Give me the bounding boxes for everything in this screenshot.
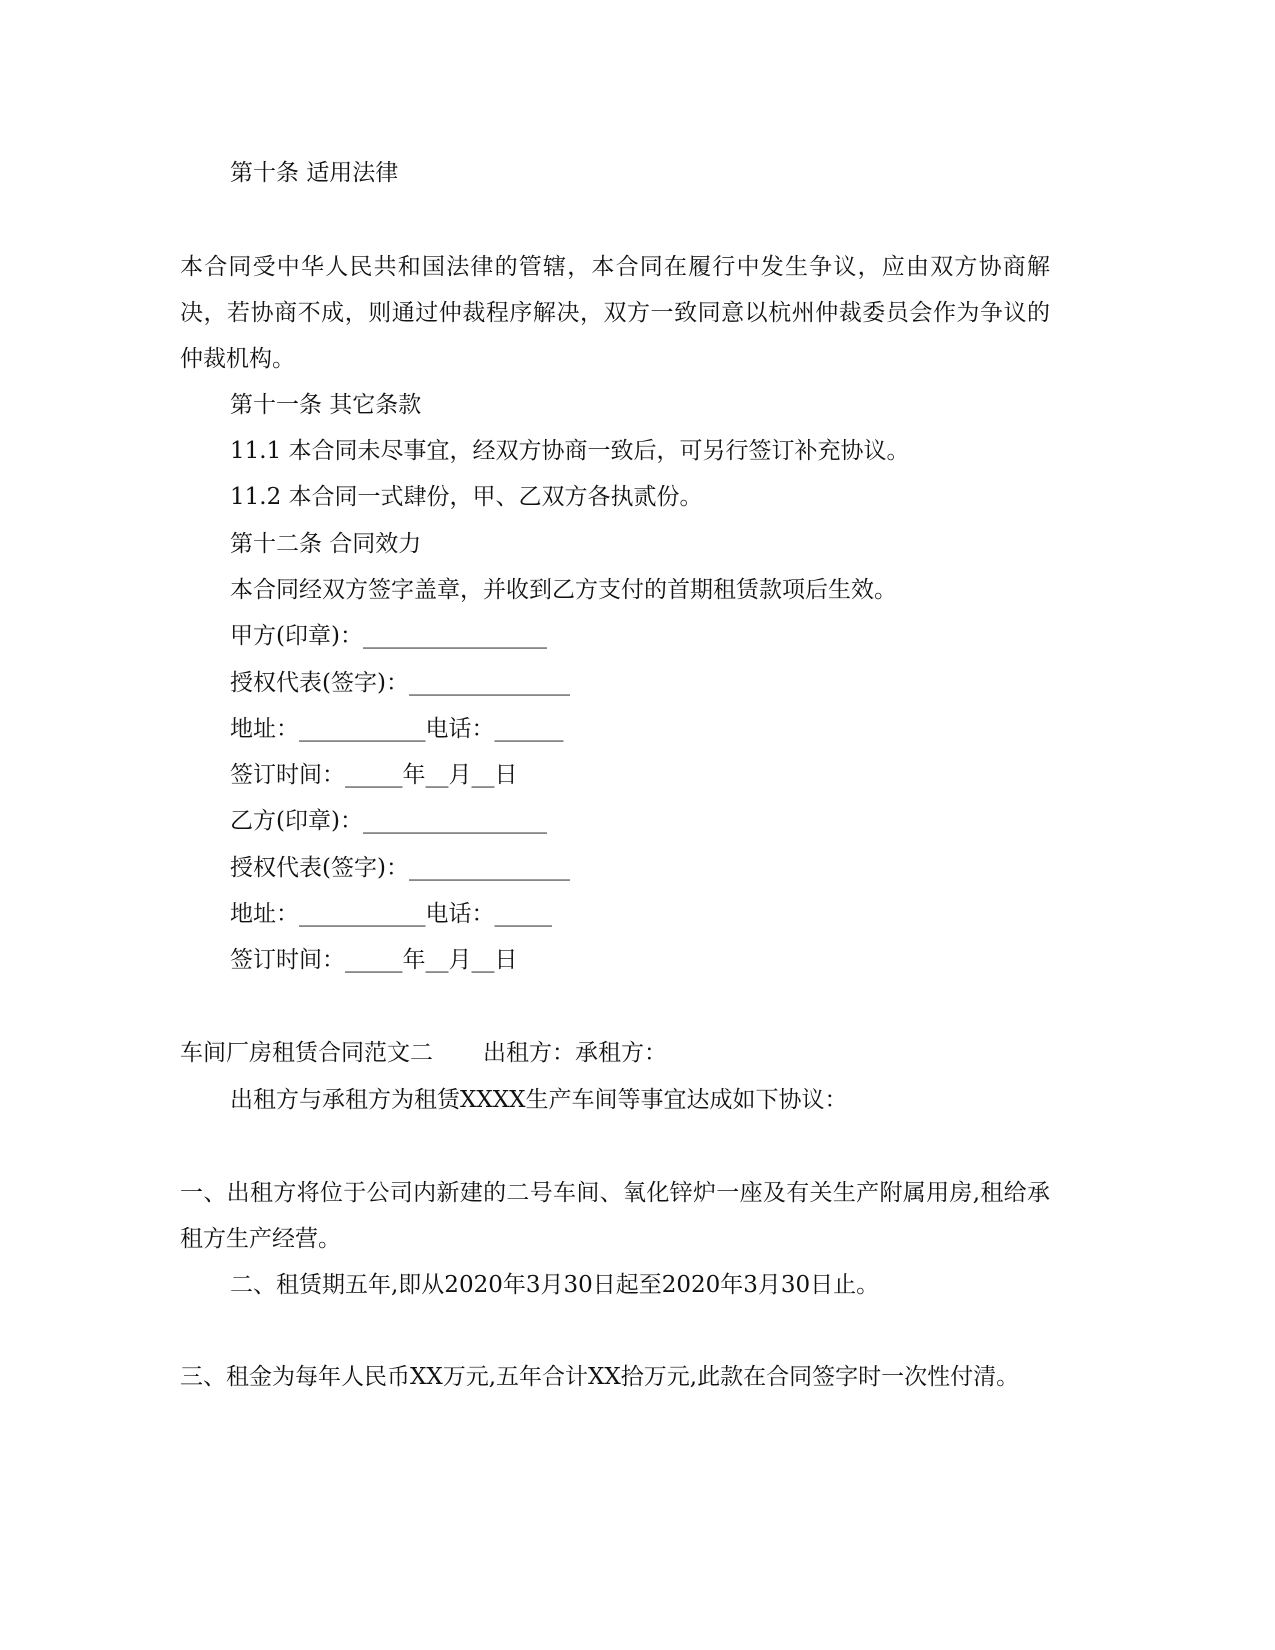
template-2-intro: 出租方与承租方为租赁XXXX生产车间等事宜达成如下协议： bbox=[230, 1087, 848, 1113]
party-b-sign-date-line: 签订时间：_____年__月__日 bbox=[230, 947, 518, 973]
article-12-title: 第十二条 合同效力 bbox=[230, 531, 422, 557]
article-10-body: 本合同受中华人民共和国法律的管辖，本合同在履行中发生争议，应由双方协商解决，若协商不成，则通过仲裁程序解决，双方一致同意以杭州仲裁委员会作为争议的仲裁机构。 bbox=[180, 254, 1050, 372]
template-2-heading bbox=[180, 1038, 667, 1068]
article-11-title: 第十一条 其它条款 bbox=[230, 392, 422, 418]
party-a-sign-date-line: 签订时间：_____年__月__日 bbox=[230, 762, 518, 788]
party-a-seal-line: 甲方(印章)：________________ bbox=[230, 623, 547, 649]
party-b-representative-line: 授权代表(签字)：______________ bbox=[230, 855, 570, 881]
article-11-clause-1: 11.1 本合同未尽事宜，经双方协商一致后，可另行签订补充协议。 bbox=[230, 438, 910, 464]
template-2-title: 车间厂房租赁合同范文二 bbox=[180, 1040, 433, 1066]
template-2-clause-2: 二、租赁期五年,即从2020年3月30日起至2020年3月30日止。 bbox=[230, 1272, 880, 1298]
article-10-title: 第十条 适用法律 bbox=[230, 160, 399, 186]
party-b-seal-line: 乙方(印章)：________________ bbox=[230, 808, 547, 834]
article-12-body: 本合同经双方签字盖章，并收到乙方支付的首期租赁款项后生效。 bbox=[230, 577, 897, 603]
template-2-clause-1: 一、出租方将位于公司内新建的二号车间、氧化锌炉一座及有关生产附属用房,租给承租方生产经营。 bbox=[180, 1180, 1050, 1252]
template-2-clause-3: 三、租金为每年人民币XX万元,五年合计XX拾万元,此款在合同签字时一次性付清。 bbox=[180, 1364, 1020, 1390]
template-2-parties: 出租方：承租方： bbox=[483, 1040, 667, 1066]
party-b-address-phone-line: 地址：___________电话：_____ bbox=[230, 901, 552, 927]
party-a-representative-line: 授权代表(签字)：______________ bbox=[230, 670, 570, 696]
article-11-clause-2: 11.2 本合同一式肆份，甲、乙双方各执贰份。 bbox=[230, 484, 703, 510]
party-a-address-phone-line: 地址：___________电话：______ bbox=[230, 716, 564, 742]
